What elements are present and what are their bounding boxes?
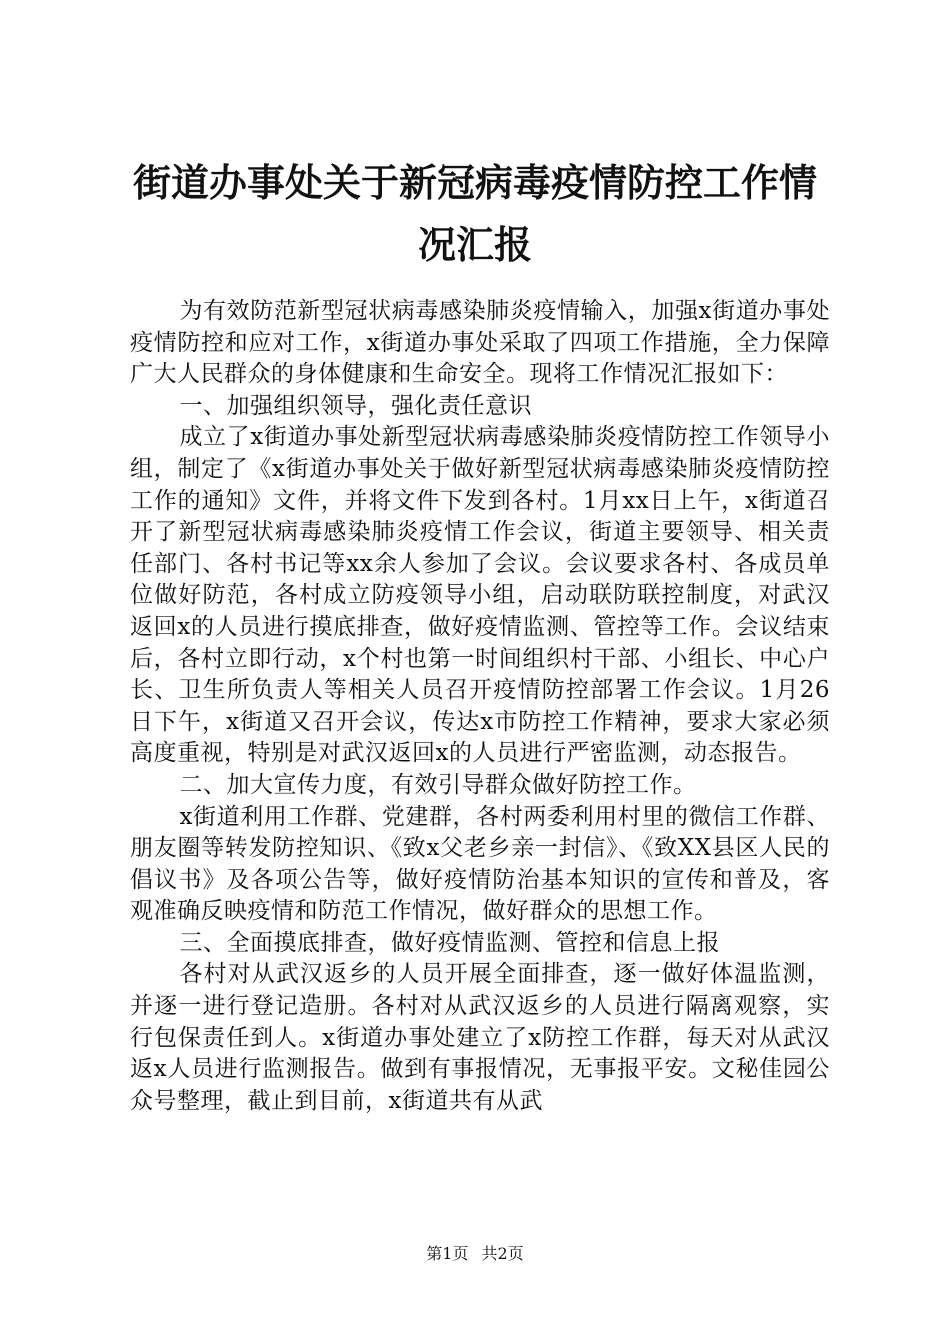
document-body (130, 296, 830, 1117)
page-footer (0, 1244, 950, 1264)
intro-paragraph: 为有效防范新型冠状病毒感染肺炎疫情输入，加强x街道办事处疫情防控和应对工作，x街道办事处采取了四项工作措施，全力保障广大人民群众的身体健康和生命安全。现将工作情况汇报如下： (130, 298, 830, 388)
section-heading-3: 三、全面摸底排查，做好疫情监测、管控和信息上报 (179, 929, 720, 956)
section-heading-2: 二、加大宣传力度，有效引导群众做好防控工作。 (179, 771, 697, 798)
page-total: 共2页 (481, 1244, 524, 1263)
section-1-paragraph: 成立了x街道办事处新型冠状病毒感染肺炎疫情防控工作领导小组，制定了《x街道办事处关于做好新型冠状病毒感染肺炎疫情防控工作的通知》文件，并将文件下发到各村。1月xx日上午，x街道召开了新型冠状病毒感染肺炎疫情工作会议，街道主要领导、相关责任部门、各村书记等xx余人参加了会议。会议要求各村、各成员单位做好防范，各村成立防疫领导小组，启动联防联控制度，对武汉返回x的人员进行摸底排查，做好疫情监测、管控等工作。会议结束后，各村立即行动，x个村也第一时间组织村干部、小组长、中心户长、卫生所负责人等相关人员召开疫情防控部署工作会议。1月26日下午，x街道又召开会议，传达x市防控工作精神，要求大家必须高度重视，特别是对武汉返回x的人员进行严密监测，动态报告。 (130, 424, 830, 767)
document-title: 街道办事处关于新冠病毒疫情防控工作情况汇报 (132, 161, 817, 267)
page-number: 第1页 (426, 1244, 469, 1263)
section-2-paragraph: x街道利用工作群、党建群，各村两委利用村里的微信工作群、朋友圈等转发防控知识、《致x父老乡亲一封信》、《致XX县区人民的倡议书》及各项公告等，做好疫情防治基本知识的宣传和普及，客观准确反映疫情和防范工作情况，做好群众的思想工作。 (130, 803, 830, 925)
section-heading-1: 一、加强组织领导，强化责任意识 (179, 392, 532, 419)
section-3-paragraph: 各村对从武汉返乡的人员开展全面排查，逐一做好体温监测，并逐一进行登记造册。各村对从武汉返乡的人员进行隔离观察，实行包保责任到人。x街道办事处建立了x防控工作群，每天对从武汉返x人员进行监测报告。做到有事报情况，无事报平安。文秘佳园公众号整理，截止到目前，x街道共有从武 (130, 961, 830, 1114)
